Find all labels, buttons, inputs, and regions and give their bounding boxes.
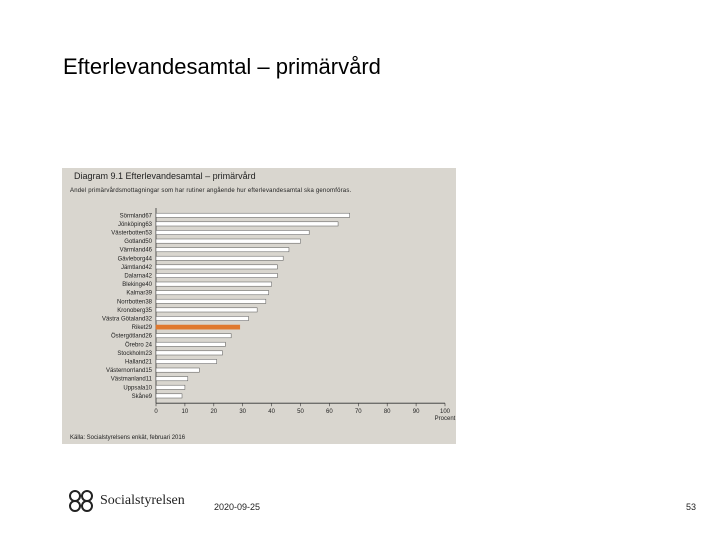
- y-tick-label: Västra Götaland32: [101, 316, 152, 323]
- bar-vasternorrland: [156, 368, 199, 372]
- y-tick-label: Sörmland67: [119, 213, 152, 220]
- y-tick-label: Kronoberg35: [117, 307, 152, 314]
- chart-figure: [62, 168, 456, 444]
- x-tick-label: 10: [181, 409, 189, 416]
- x-tick-label: 100: [439, 409, 451, 416]
- y-tick-label: Skåne9: [131, 393, 152, 400]
- bar-dalarna: [156, 273, 277, 277]
- bar-vasterbotten: [156, 230, 309, 234]
- y-tick-label: Dalarna42: [124, 273, 152, 280]
- bar-riket: [156, 325, 240, 329]
- x-tick-label: 80: [383, 409, 391, 416]
- x-tick-label: 50: [297, 409, 304, 416]
- bar-ostergotland: [156, 334, 231, 338]
- bar-jonkoping: [156, 222, 338, 226]
- bar-stockholm: [156, 351, 222, 355]
- y-tick-label: Östergötland26: [110, 333, 152, 340]
- y-tick-label: Jönköping63: [117, 221, 152, 228]
- y-tick-label: Örebro 24: [124, 342, 152, 349]
- logo-icon: [66, 489, 96, 513]
- slide-date: 2020-09-25: [214, 502, 261, 512]
- chart-title: Diagram 9.1 Efterlevandesamtal – primärvård: [74, 171, 256, 181]
- bar-vastmanland: [156, 377, 188, 381]
- bar-gotland: [156, 239, 301, 243]
- bar-uppsala: [156, 385, 185, 389]
- y-tick-label: Gotland50: [124, 239, 152, 246]
- bar-vastra-gotaland: [156, 316, 248, 320]
- bar-norrbotten: [156, 299, 266, 303]
- bar-chart: [62, 168, 456, 444]
- y-tick-label: Riket29: [131, 325, 152, 332]
- x-tick-label: 20: [210, 409, 218, 416]
- socialstyrelsen-logo: [66, 488, 185, 514]
- x-tick-label: 90: [412, 409, 420, 416]
- page-number: 53: [686, 502, 697, 512]
- slide-title: Efterlevandesamtal – primärvård: [63, 54, 381, 79]
- y-tick-label: Västernorrland15: [105, 368, 152, 375]
- bar-sormland: [156, 213, 350, 217]
- bar-gavleborg: [156, 256, 283, 260]
- chart-subtitle: Andel primärvårdsmottagningar som har rutiner angående hur efterlevandesamtal ska genomföras.: [70, 188, 352, 194]
- y-tick-label: Uppsala10: [123, 385, 152, 392]
- y-tick-label: Stockholm23: [117, 350, 152, 357]
- y-tick-label: Västmanland11: [110, 376, 152, 383]
- y-tick-label: Kalmar39: [126, 290, 152, 297]
- chart-source: Källa: Socialstyrelsens enkät, februari 2016: [70, 435, 186, 441]
- y-tick-label: Blekinge40: [122, 282, 152, 289]
- bar-halland: [156, 359, 217, 363]
- x-tick-label: 70: [354, 409, 362, 416]
- x-tick-label: 30: [239, 409, 247, 416]
- bar-varmland: [156, 248, 289, 252]
- bar-kronoberg: [156, 308, 257, 312]
- x-tick-label: 60: [326, 409, 333, 416]
- x-tick-label: 0: [154, 409, 158, 416]
- x-axis-label: Procent: [434, 416, 456, 423]
- y-tick-label: Värmland46: [119, 247, 152, 254]
- y-tick-label: Västerbotten53: [111, 230, 152, 237]
- x-tick-label: 40: [268, 409, 275, 416]
- y-tick-label: Jämtland42: [120, 264, 152, 271]
- y-tick-label: Norrbotten38: [116, 299, 152, 306]
- y-tick-label: Gävleborg44: [117, 256, 152, 263]
- logo-text: Socialstyrelsen: [100, 493, 185, 508]
- y-tick-label: Halland21: [124, 359, 152, 366]
- bar-kalmar: [156, 291, 269, 295]
- bar-skane: [156, 394, 182, 398]
- bar-blekinge: [156, 282, 272, 286]
- bar-orebro: [156, 342, 225, 346]
- bar-jamtland: [156, 265, 277, 269]
